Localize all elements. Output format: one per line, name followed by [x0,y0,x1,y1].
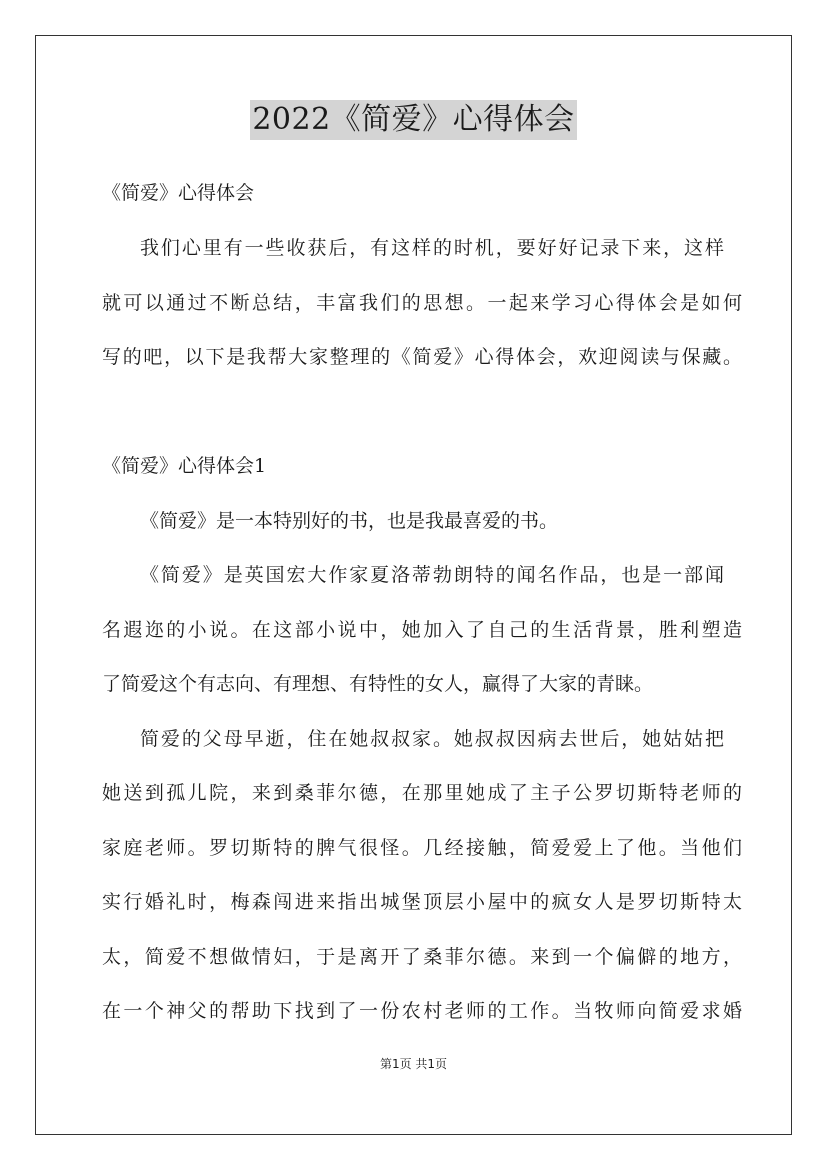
paragraph-line: 家庭老师。罗切斯特的脾气很怪。几经接触，简爱爱上了他。当他们 [102,837,742,859]
document-title: 2022《简爱》心得体会 [250,100,576,140]
title-container [0,100,827,140]
paragraph-line: 名遐迩的小说。在这部小说中，她加入了自己的生活背景，胜利塑造 [102,619,742,641]
paragraph-line: 太，简爱不想做情妇，于是离开了桑菲尔德。来到一个偏僻的地方， [102,946,742,968]
paragraph-line: 了简爱这个有志向、有理想、有特性的女人，赢得了大家的青睐。 [102,673,654,695]
paragraph-line: 在一个神父的帮助下找到了一份农村老师的工作。当牧师向简爱求婚 [102,1000,742,1022]
paragraph-line: 简爱的父母早逝，住在她叔叔家。她叔叔因病去世后，她姑姑把 [140,728,724,750]
section-heading-1: 《简爱》心得体会1 [102,455,267,477]
paragraph-line: 实行婚礼时，梅森闯进来指出城堡顶层小屋中的疯女人是罗切斯特太 [102,891,742,913]
paragraph-line: 我们心里有一些收获后，有这样的时机，要好好记录下来，这样 [140,237,724,259]
page-number-footer: 第1页 共1页 [379,1057,448,1071]
paragraph-line: 她送到孤儿院，来到桑菲尔德，在那里她成了主子公罗切斯特老师的 [102,782,742,804]
paragraph-line: 写的吧，以下是我帮大家整理的《简爱》心得体会，欢迎阅读与保藏。 [102,346,742,368]
paragraph-line: 《简爱》是一本特别好的书，也是我最喜爱的书。 [140,510,559,532]
section-heading-intro: 《简爱》心得体会 [102,182,255,204]
paragraph-line: 《简爱》是英国宏大作家夏洛蒂勃朗特的闻名作品，也是一部闻 [140,564,724,586]
paragraph-line: 就可以通过不断总结，丰富我们的思想。一起来学习心得体会是如何 [102,292,742,314]
